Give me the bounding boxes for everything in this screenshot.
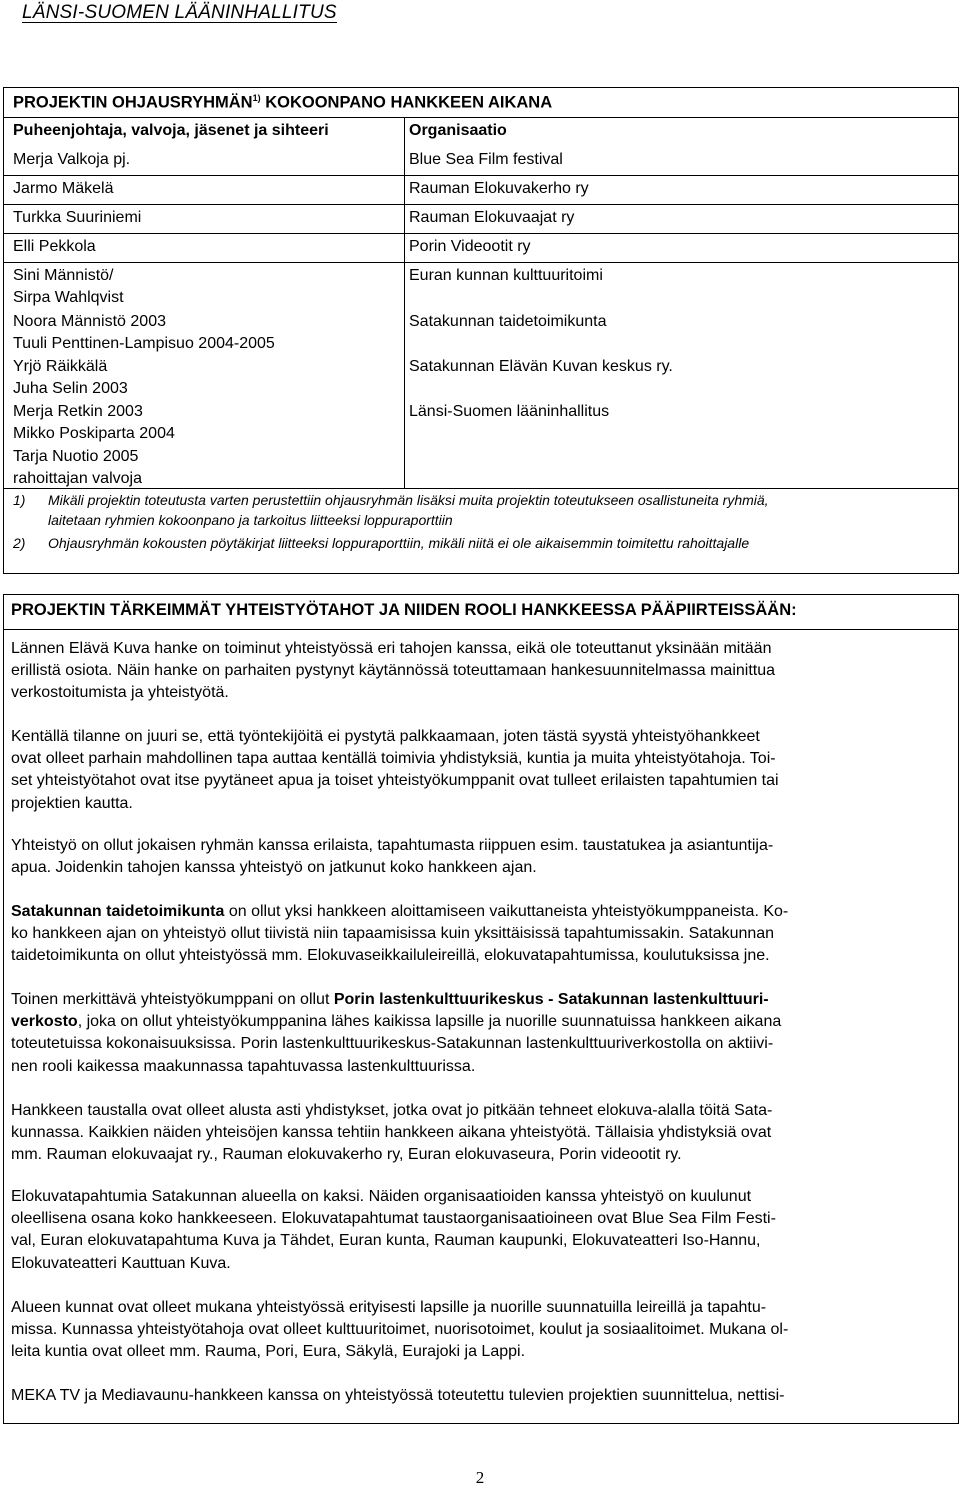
organisation-name: Satakunnan taidetoimikunta bbox=[409, 313, 607, 330]
column-header-organisation: Organisaatio bbox=[409, 122, 507, 139]
text: kunnassa. Kaikkien näiden yhteisöjen kanssa tehtiin hankkeen aikana yhteistyötä. Tällaisia yhdistyksiä ovat bbox=[11, 1124, 772, 1142]
paragraph-line bbox=[11, 1144, 949, 1166]
organisation-name: Blue Sea Film festival bbox=[409, 151, 563, 168]
paragraph bbox=[11, 1100, 949, 1167]
row-rule bbox=[4, 233, 958, 234]
text: erillistä osiota. Näin hanke on parhaiten pystynyt käytännössä toteuttamaan hankesuunnitelmassa mainittua bbox=[11, 662, 776, 680]
organisation-name: Rauman Elokuvaajat ry bbox=[409, 209, 575, 226]
text: on ollut yksi hankkeen aloittamiseen vaikuttaneista yhteistyökumppaneista. Ko- bbox=[224, 903, 789, 920]
paragraph-line bbox=[11, 923, 949, 945]
member-name: Mikko Poskiparta 2004 bbox=[13, 425, 175, 443]
organisation-name: Euran kunnan kulttuuritoimi bbox=[409, 267, 603, 284]
text: taidetoimikunta on ollut yhteistyössä mm. Elokuvaseikkailuleireillä, elokuvatapahtumissa, koulutuksissa jne. bbox=[11, 947, 770, 965]
steering-title: PROJEKTIN OHJAUSRYHMÄN$^{1)}$ KOKOONPANO HANKKEEN AIKANA bbox=[13, 93, 553, 112]
paragraph-line bbox=[11, 1253, 949, 1275]
paragraph-line bbox=[11, 1122, 949, 1144]
paragraph bbox=[11, 989, 949, 1078]
paragraph-line bbox=[11, 1033, 949, 1055]
member-name: Sini Männistö/ bbox=[13, 267, 114, 284]
paragraph-line bbox=[11, 1385, 949, 1407]
table-bottom-rule bbox=[4, 488, 958, 489]
page-number: 2 bbox=[475, 1468, 485, 1487]
paragraph-line bbox=[11, 1011, 949, 1033]
row-rule bbox=[4, 175, 958, 176]
footnote-number: 2) bbox=[13, 535, 26, 551]
footnote-text: Mikäli projektin toteutusta varten perustettiin ohjausryhmän lisäksi muita projektin toteutukseen osallistuneita ryhmiä, bbox=[48, 492, 769, 508]
text: verkostoitumista ja yhteistyötä. bbox=[11, 684, 229, 702]
member-name: Turkka Suuriniemi bbox=[13, 209, 142, 226]
text: ovat olleet parhain mahdollinen tapa auttaa kentällä toimivia yhdistyksiä, kuntia ja muita yhteistyötahoja. Toi- bbox=[11, 750, 776, 768]
partners-title: PROJEKTIN TÄRKEIMMÄT YHTEISTYÖTAHOT JA NIIDEN ROOLI HANKKEESSA PÄÄPIIRTEISSÄÄN: bbox=[11, 601, 797, 619]
footnote-text: laitetaan ryhmien kokoonpano ja tarkoitus liitteeksi loppuraporttiin bbox=[48, 512, 453, 528]
paragraph-line bbox=[11, 835, 949, 857]
text: ko hankkeen ajan on yhteistyö ollut tiivistä niin tapaamisissa kuin yksittäisissä tapahtumissakin. Satakunnan bbox=[11, 925, 775, 943]
text: Alueen kunnat ovat olleet mukana yhteistyössä erityisesti lapsille ja nuorille suunnatuilla leireillä ja tapahtu- bbox=[11, 1299, 767, 1316]
paragraph-line bbox=[11, 901, 949, 923]
member-name: Tarja Nuotio 2005 bbox=[13, 447, 139, 465]
paragraph-line bbox=[11, 1230, 949, 1252]
paragraph-line bbox=[11, 945, 949, 967]
text: val, Euran elokuvatapahtuma Kuva ja Tähdet, Euran kunta, Rauman kaupunki, Elokuvateatteri Iso-Hannu, bbox=[11, 1232, 761, 1250]
text: MEKA TV ja Mediavaunu-hankkeen kanssa on yhteistyössä toteutettu tulevien projektien suunnittelua, nettisi- bbox=[11, 1387, 785, 1404]
text: nen rooli kaikessa maakunnassa tapahtuvassa lastenkulttuurissa. bbox=[11, 1057, 476, 1075]
paragraph-line bbox=[11, 638, 949, 660]
organisation-name: Rauman Elokuvakerho ry bbox=[409, 180, 589, 197]
paragraph-line bbox=[11, 1341, 949, 1363]
paragraph-line bbox=[11, 1100, 949, 1122]
paragraph bbox=[11, 901, 949, 968]
text: , joka on ollut yhteistyökumppanina lähes kaikissa lapsille ja nuorille suunnatuissa hankkeen aikana bbox=[77, 1013, 782, 1031]
text: Hankkeen taustalla ovat olleet alusta asti yhdistykset, jotka ovat jo pitkään tehneet elokuva-alalla töitä Sata- bbox=[11, 1102, 773, 1119]
member-name: rahoittajan valvoja bbox=[13, 470, 142, 488]
paragraph-line bbox=[11, 857, 949, 879]
paragraph bbox=[11, 638, 949, 705]
text: Toinen merkittävä yhteistyökumppani on ollut bbox=[11, 991, 334, 1008]
member-name: Noora Männistö 2003 bbox=[13, 313, 166, 330]
text: Elokuvateatteri Kauttuan Kuva. bbox=[11, 1254, 231, 1272]
paragraph-line bbox=[11, 660, 949, 682]
member-name: Elli Pekkola bbox=[13, 238, 96, 255]
header-underline bbox=[22, 22, 337, 23]
text: leita kuntia ovat olleet mm. Rauma, Pori, Eura, Säkylä, Eurajoki ja Lappi. bbox=[11, 1343, 526, 1361]
paragraph-line bbox=[11, 726, 949, 748]
text: mm. Rauman elokuvaajat ry., Rauman elokuvakerho ry, Euran elokuvaseura, Porin videootit ry. bbox=[11, 1146, 682, 1164]
footnote-text: Ohjausryhmän kokousten pöytäkirjat liitteeksi loppuraporttiin, mikäli niitä ei ole aikaisemmin toimitettu rahoittajalle bbox=[48, 535, 750, 551]
text: Kentällä tilanne on juuri se, että työntekijöitä ei pystytä palkkaamaan, joten tästä syystä yhteistyöhankkeet bbox=[11, 728, 760, 745]
page-header bbox=[22, 2, 337, 24]
text: set yhteistyötahot ovat itse pyytäneet apua ja toiset yhteistyökumppanit ovat tulleet erilaisten tapahtumien tai bbox=[11, 772, 779, 790]
member-name: Yrjö Räikkälä bbox=[13, 358, 108, 375]
member-name: Merja Retkin 2003 bbox=[13, 403, 143, 420]
paragraph-line bbox=[11, 1056, 949, 1078]
organisation-name: Länsi-Suomen lääninhallitus bbox=[409, 403, 610, 420]
paragraph bbox=[11, 1385, 949, 1407]
footnote-number: 1) bbox=[13, 492, 26, 508]
text: Elokuvatapahtumia Satakunnan alueella on kaksi. Näiden organisaatioiden kanssa yhteistyö on kuulunut bbox=[11, 1188, 752, 1205]
column-divider bbox=[404, 117, 405, 488]
paragraph-line bbox=[11, 1319, 949, 1341]
table-rule bbox=[4, 117, 958, 118]
paragraph-line bbox=[11, 1186, 949, 1208]
paragraph-line bbox=[11, 989, 949, 1011]
organisation-name: Satakunnan Elävän Kuvan keskus ry. bbox=[409, 358, 673, 375]
header-title: LÄNSI-SUOMEN LÄÄNINHALLITUS bbox=[22, 2, 337, 23]
text: Lännen Elävä Kuva hanke on toiminut yhteistyössä eri tahojen kanssa, eikä ole toteuttanut yksinään mitään bbox=[11, 640, 772, 657]
text: missa. Kunnassa yhteistyötahoja ovat olleet kulttuuritoimet, nuorisotoimet, koulut ja sosiaalitoimet. Mukana ol- bbox=[11, 1321, 789, 1339]
text: toteutetuissa kokonaisuuksissa. Porin lastenkulttuurikeskus-Satakunnan lastenkulttuuriverkostolla on aktiivi- bbox=[11, 1035, 774, 1053]
paragraph-line bbox=[11, 748, 949, 770]
member-name: Jarmo Mäkelä bbox=[13, 180, 114, 197]
paragraph-line bbox=[11, 682, 949, 704]
row-rule bbox=[4, 262, 958, 263]
paragraph bbox=[11, 835, 949, 879]
bold-text: verkosto bbox=[11, 1013, 78, 1031]
text: oleellisena osana koko hankkeeseen. Elokuvatapahtumat taustaorganisaatioineen ovat Blue Sea Film Festi- bbox=[11, 1210, 776, 1228]
column-header-people: Puheenjohtaja, valvoja, jäsenet ja sihteeri bbox=[13, 122, 329, 139]
paragraph-line bbox=[11, 1208, 949, 1230]
member-name: Sirpa Wahlqvist bbox=[13, 289, 124, 307]
paragraph-line bbox=[11, 793, 949, 815]
partners-box bbox=[3, 594, 959, 1424]
member-name: Merja Valkoja pj. bbox=[13, 151, 131, 168]
partners-rule bbox=[4, 629, 958, 630]
steering-group-box bbox=[3, 87, 959, 574]
paragraph bbox=[11, 1186, 949, 1275]
paragraph bbox=[11, 1297, 949, 1364]
bold-text: Satakunnan taidetoimikunta bbox=[11, 903, 225, 920]
paragraph-line bbox=[11, 770, 949, 792]
text: apua. Joidenkin tahojen kanssa yhteistyö on jatkunut koko hankkeen ajan. bbox=[11, 859, 537, 877]
row-rule bbox=[4, 204, 958, 205]
organisation-name: Porin Videootit ry bbox=[409, 238, 531, 255]
bold-text: Porin lastenkulttuurikeskus - Satakunnan lastenkulttuuri- bbox=[333, 991, 769, 1008]
text: Yhteistyö on ollut jokaisen ryhmän kanssa erilaista, tapahtumasta riippuen esim. taustatukea ja asiantuntija- bbox=[11, 837, 774, 854]
member-name: Juha Selin 2003 bbox=[13, 380, 128, 398]
member-name: Tuuli Penttinen-Lampisuo 2004-2005 bbox=[13, 335, 275, 353]
text: projektien kautta. bbox=[11, 794, 133, 812]
paragraph bbox=[11, 726, 949, 815]
paragraph-line bbox=[11, 1297, 949, 1319]
